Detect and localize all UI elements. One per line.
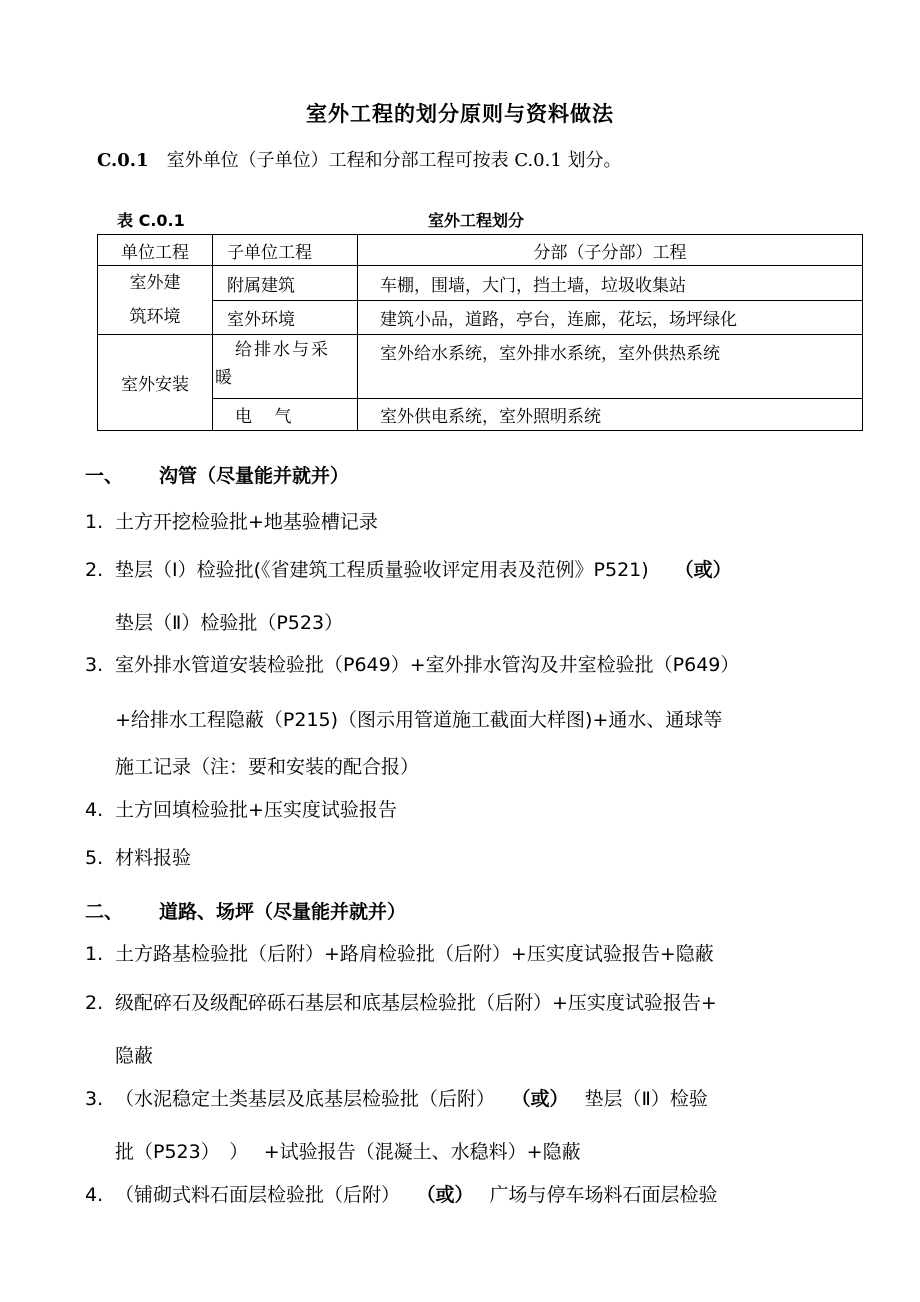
header-parts: 分部（子分部）工程 bbox=[358, 235, 863, 266]
table-row bbox=[98, 301, 863, 335]
parts-cell: 车棚，围墙，大门，挡土墙，垃圾收集站 bbox=[358, 266, 863, 301]
sub-unit-cell: 室外环境 bbox=[213, 301, 358, 335]
sub-unit-cell bbox=[213, 335, 358, 399]
division-table bbox=[97, 234, 863, 431]
list-item: 3. （水泥稳定土类基层及底基层检验批（后附） （或） 垫层（Ⅱ）检验 bbox=[85, 1088, 708, 1110]
list-item: 3. 室外排水管道安装检验批（P649）+室外排水管沟及井室检验批（P649） bbox=[85, 654, 740, 676]
list-item-continuation: +给排水工程隐蔽（P215)（图示用管道施工截面大样图)+通水、通球等 bbox=[115, 709, 723, 731]
sub-unit-line: 给排水与采 bbox=[235, 340, 330, 360]
or-label: （或） bbox=[426, 1184, 474, 1206]
list-item-continuation: 施工记录（注：要和安装的配合报） bbox=[115, 756, 420, 778]
list-item-continuation: 批（P523） ） +试验报告（混凝土、水稳料）+隐蔽 bbox=[115, 1141, 581, 1163]
list-item: 1. 土方路基检验批（后附）+路肩检验批（后附）+压实度试验报告+隐蔽 bbox=[85, 943, 714, 965]
sub-unit-cell: 电 气 bbox=[213, 399, 358, 431]
table-header-row bbox=[98, 235, 863, 266]
sub-unit-cell: 附属建筑 bbox=[213, 266, 358, 301]
section-mark: 一、 bbox=[85, 465, 124, 487]
list-item-continuation: 隐蔽 bbox=[115, 1045, 154, 1067]
parts-cell: 室外给水系统，室外排水系统，室外供热系统 bbox=[358, 335, 863, 399]
parts-cell: 室外供电系统，室外照明系统 bbox=[358, 399, 863, 431]
unit-cell bbox=[98, 266, 213, 335]
or-label: （或） bbox=[674, 559, 732, 581]
section-heading bbox=[85, 897, 406, 924]
section-title: 沟管（尽量能并就并） bbox=[159, 465, 350, 487]
unit-cell: 室外安装 bbox=[98, 335, 213, 431]
clause-line bbox=[97, 146, 622, 172]
list-item: 2. 垫层（Ⅰ）检验批(《省建筑工程质量验收评定用表及范例》P521) （或） bbox=[85, 559, 732, 581]
table-row bbox=[98, 335, 863, 399]
list-item: 5. 材料报验 bbox=[85, 847, 192, 869]
table-title: 室外工程划分 bbox=[428, 211, 525, 230]
page-title: 室外工程的划分原则与资料做法 bbox=[306, 102, 614, 126]
section-heading bbox=[85, 461, 349, 488]
list-item: 4. （铺砌式料石面层检验批（后附） （或） 广场与停车场料石面层检验 bbox=[85, 1184, 718, 1206]
list-item: 1. 土方开挖检验批+地基验槽记录 bbox=[85, 511, 378, 533]
list-item: 4. 土方回填检验批+压实度试验报告 bbox=[85, 799, 397, 821]
section-title: 道路、场坪（尽量能并就并） bbox=[159, 901, 407, 923]
header-sub-unit: 子单位工程 bbox=[213, 235, 358, 266]
clause-text: 室外单位（子单位）工程和分部工程可按表 C.0.1 划分。 bbox=[166, 150, 622, 171]
unit-line: 筑环境 bbox=[129, 307, 181, 327]
or-label: （或） bbox=[521, 1088, 569, 1110]
unit-line: 室外建 bbox=[129, 273, 181, 293]
list-item-continuation: 垫层（Ⅱ）检验批（P523） bbox=[115, 612, 344, 634]
header-unit: 单位工程 bbox=[98, 235, 213, 266]
parts-cell: 建筑小品，道路，亭台，连廊，花坛，场坪绿化 bbox=[358, 301, 863, 335]
table-caption: 表 C.0.1 bbox=[117, 211, 185, 230]
list-item: 2. 级配碎石及级配碎砾石基层和底基层检验批（后附）+压实度试验报告+ bbox=[85, 992, 717, 1014]
table-row bbox=[98, 266, 863, 301]
clause-number: C.0.1 bbox=[97, 150, 149, 171]
section-mark: 二、 bbox=[85, 901, 124, 923]
table-row bbox=[98, 399, 863, 431]
sub-unit-line: 暖 bbox=[215, 368, 232, 388]
